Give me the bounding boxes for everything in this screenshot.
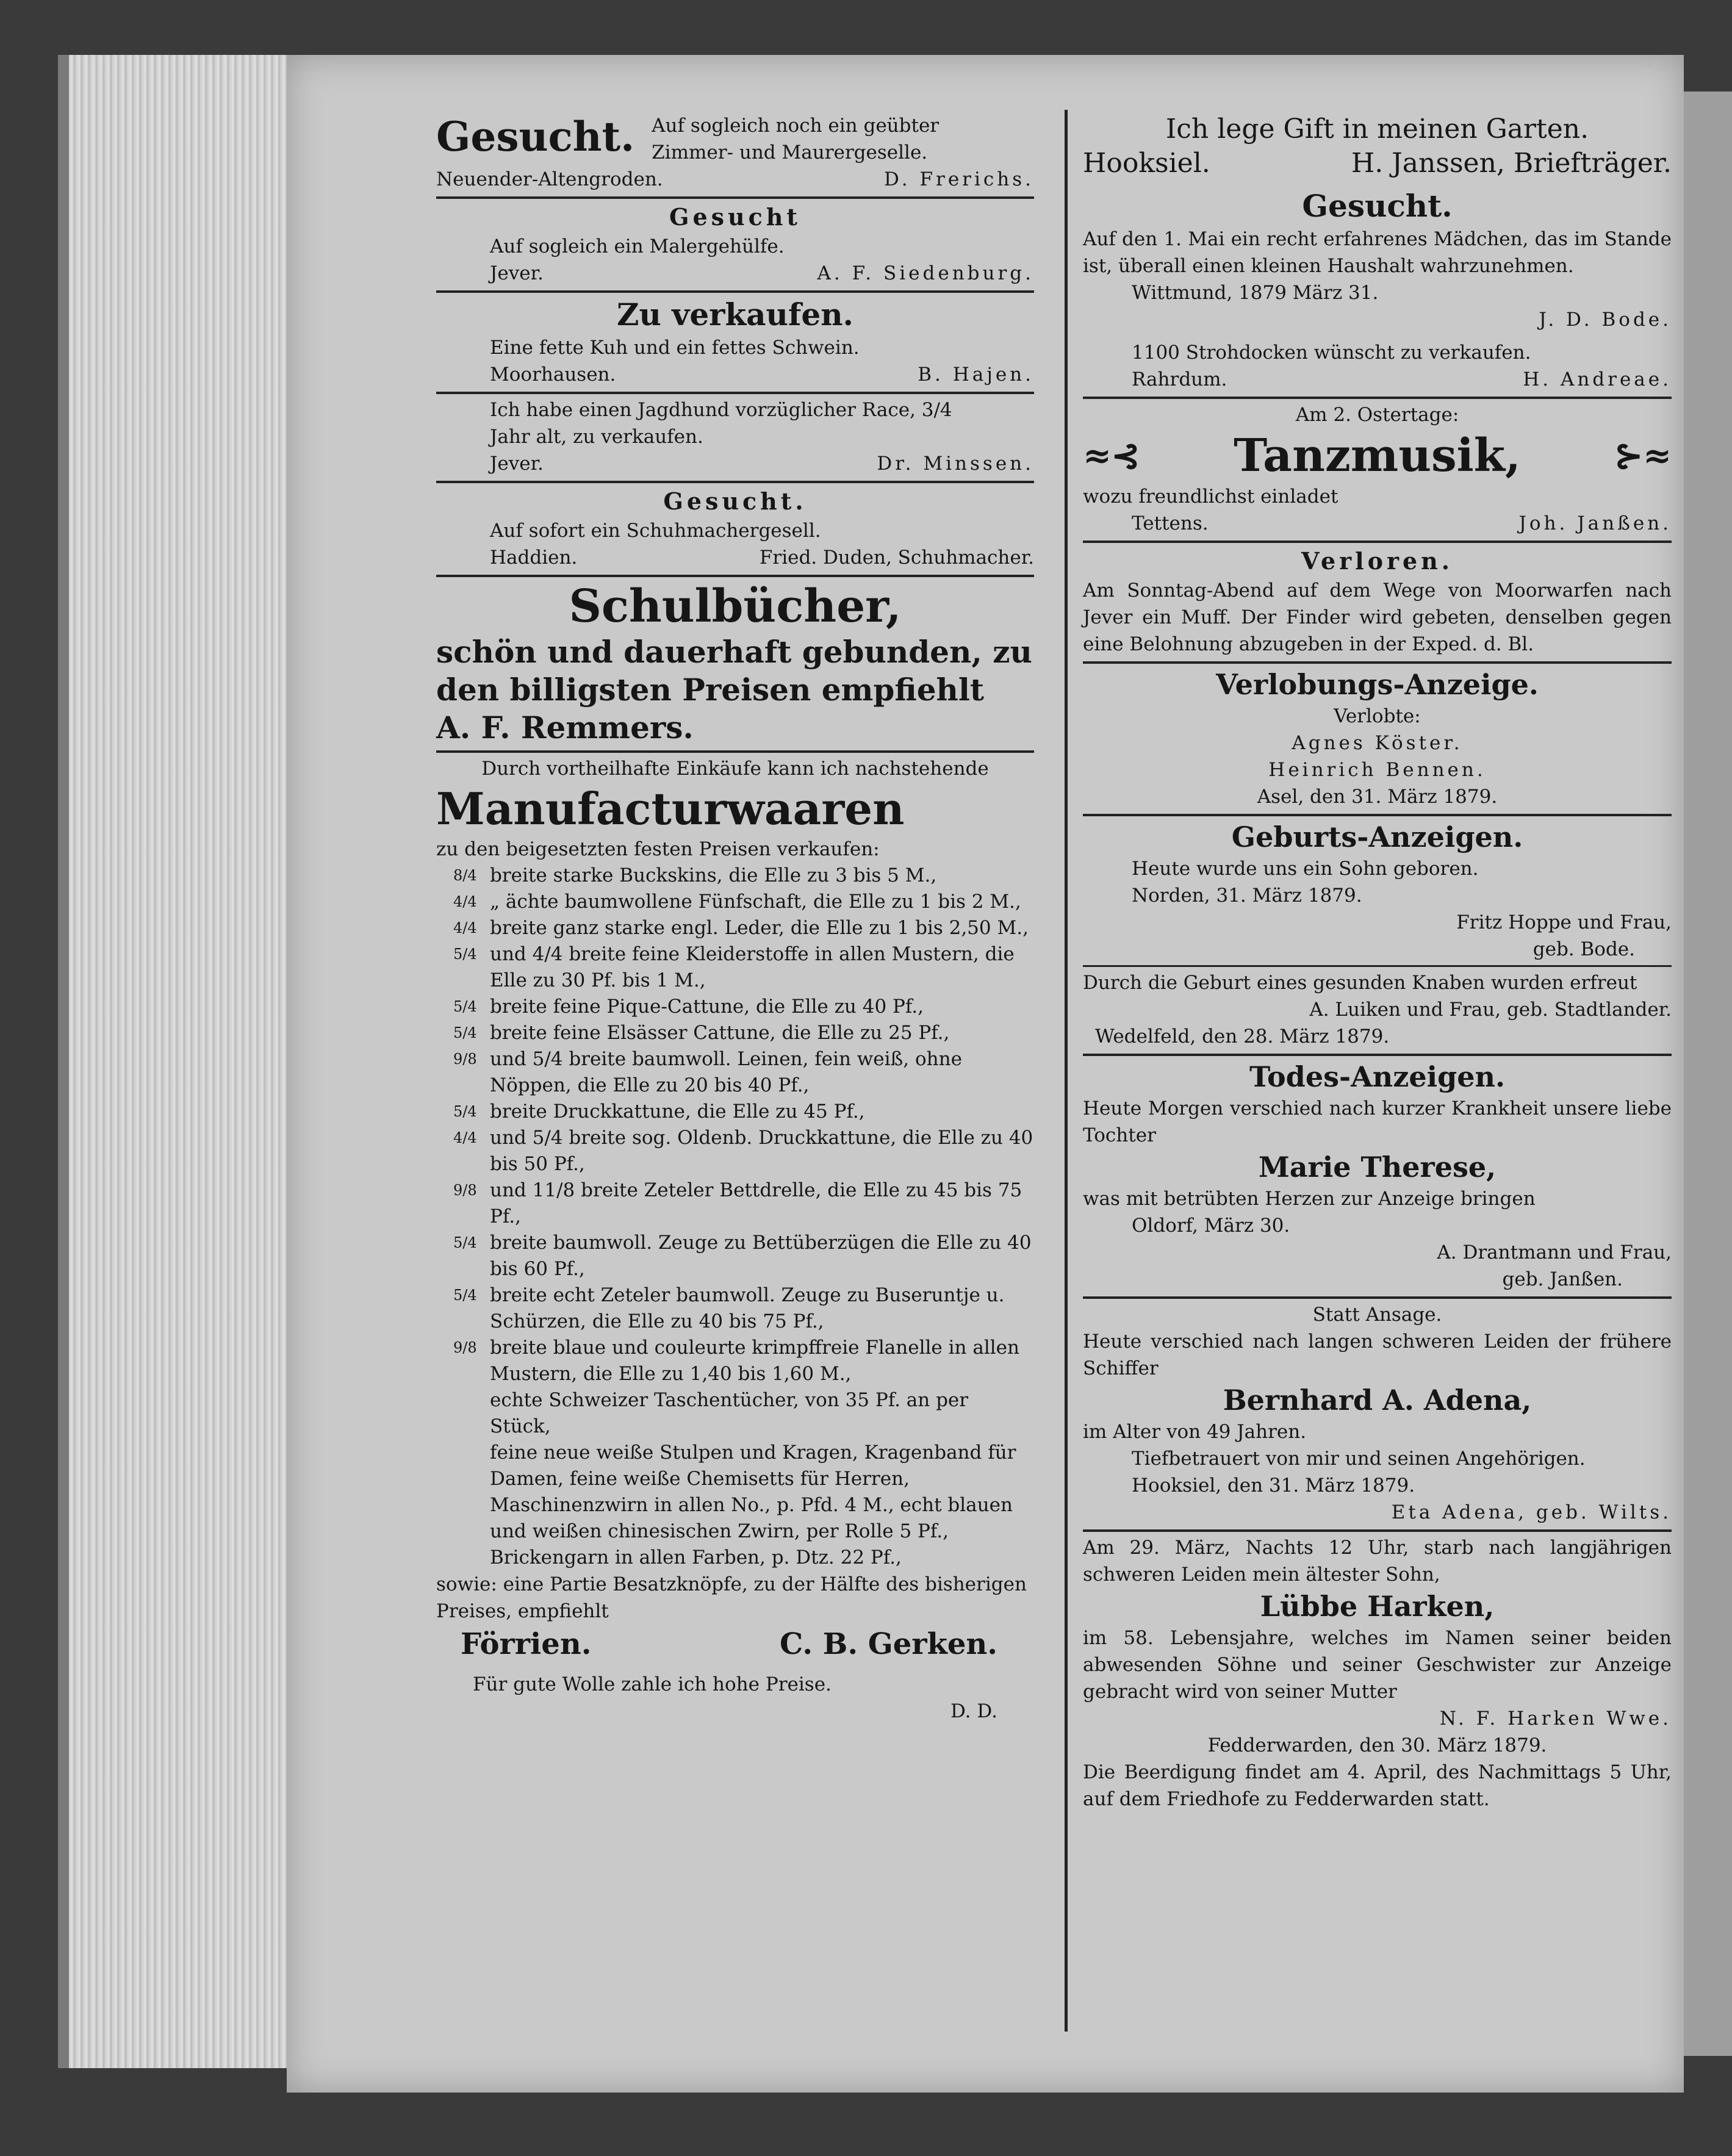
ad-text: wozu freundlichst einladet [1083,486,1339,508]
ad-title: Gesucht. [663,487,807,515]
item-width: 5/4 [453,1287,477,1304]
ad-luebbe-harken [1083,1532,1672,1816]
ad-date: Asel, den 31. März 1879. [1257,786,1498,808]
ad-place: Hooksiel. [1083,148,1210,179]
deceased-name: Marie Therese, [1258,1151,1497,1184]
price-list-item [436,1046,1034,1099]
ad-signature: B. Hajen. [918,364,1034,386]
price-list-item [436,889,1034,915]
price-list-item [436,1335,1034,1387]
ad-title: Tanzmusik, [1234,429,1521,482]
ad-signature: Joh. Janßen. [1518,512,1672,534]
ad-text: Auf sogleich ein Malergehülfe. [490,235,785,257]
ad-signature: A. F. Remmers. [436,710,694,746]
ad-name: Heinrich Bennen. [1268,759,1486,781]
deceased-name: Lübbe Harken, [1260,1590,1495,1623]
ad-text: Heute verschied nach langen schweren Leiden der frühere Schiffer [1083,1331,1672,1379]
ad-verloren [1083,543,1672,664]
ad-text: den billigsten Preisen empfiehlt [436,672,984,708]
ad-date: Hooksiel, den 31. März 1879. [1132,1475,1415,1497]
item-text: Maschinenzwirn in allen No., p. Pfd. 4 M., echt blauen und weißen chinesischen Zwirn, per Rolle 5 Pf., [490,1494,1013,1542]
ad-title: Gesucht. [436,113,635,160]
ad-manufacturwaaren [436,753,1034,1728]
ad-date: Wittmund, 1879 März 31. [1132,282,1379,304]
ad-signature: A. Luiken und Frau, geb. Stadtlander. [1309,999,1672,1021]
item-width: 9/8 [453,1051,477,1068]
ad-text: Heute wurde uns ein Sohn geboren. [1132,858,1479,880]
ad-gesucht-schuhmacher [436,483,1034,577]
ad-jagdhund [436,394,1034,483]
item-width [436,1492,490,1545]
price-list-item [436,1545,1034,1571]
ad-text: Jahr alt, zu verkaufen. [490,426,703,448]
price-list-item [436,1282,1034,1335]
ad-text: sowie: eine Partie Besatzknöpfe, zu der Hälfte des bisherigen Preises, empfiehlt [436,1573,1027,1622]
ad-title: Schulbücher, [569,580,902,633]
ornament-left-icon: ≈⊰ [1083,436,1140,476]
item-text: und 4/4 breite feine Kleiderstoffe in allen Mustern, die Elle zu 30 Pf. bis 1 M., [490,943,1015,991]
ad-place: Tettens. [1132,512,1209,534]
ad-signature: H. Janssen, Briefträger. [1351,148,1672,179]
ad-signature: A. F. Siedenburg. [817,262,1034,284]
ad-wolle-text: Für gute Wolle zahle ich hohe Preise. [473,1673,832,1695]
item-text: breite feine Pique-Cattune, die Elle zu 40 Pf., [490,996,924,1018]
ad-place: Förrien. [461,1627,592,1661]
ad-text: Durch die Geburt eines gesunden Knaben wurden erfreut [1083,972,1637,994]
ad-title: Verloren. [1301,547,1454,575]
price-list-item [436,994,1034,1020]
item-text: breite ganz starke engl. Leder, die Elle zu 1 bis 2,50 M., [490,917,1029,939]
price-list-item [436,1492,1034,1545]
facing-page-edge [1684,92,1732,2056]
ad-statt-ansage [1083,1299,1672,1532]
item-text: breite starke Buckskins, die Elle zu 3 bis 5 M., [490,864,937,886]
item-width: 9/8 [453,1339,477,1356]
item-width [436,1545,490,1571]
ad-title: Zu verkaufen. [617,296,853,332]
ad-title: Todes-Anzeigen. [1249,1060,1505,1093]
price-list-item [436,1387,1034,1440]
ad-place: Rahrdum. [1132,368,1227,390]
ad-text: was mit betrübten Herzen zur Anzeige bringen [1083,1188,1536,1210]
ad-schulbuecher [436,577,1034,753]
item-width: 5/4 [453,946,477,963]
price-list-item [436,863,1034,889]
item-text: feine neue weiße Stulpen und Kragen, Kragenband für Damen, feine weiße Chemisetts für Herren, [490,1442,1016,1490]
price-list-item [436,1125,1034,1177]
ad-text: 1100 Strohdocken wünscht zu verkaufen. [1132,342,1531,364]
item-text: Brickengarn in allen Farben, p. Dtz. 22 Pf., [490,1547,902,1568]
ad-title: Statt Ansage. [1312,1304,1442,1326]
ad-gift [1083,110,1672,184]
ad-gesucht-maler [436,199,1034,293]
ad-signature: H. Andreae. [1523,368,1672,390]
ad-geburt [1083,816,1672,1056]
right-column [1083,110,1672,1816]
ad-signature: N. F. Harken Wwe. [1439,1708,1672,1730]
column-divider [1065,110,1068,2032]
item-text: echte Schweizer Taschentücher, von 35 Pf. an per Stück, [490,1389,969,1437]
ad-signature: Eta Adena, geb. Wilts. [1391,1501,1672,1523]
ad-title: Ich lege Gift in meinen Garten. [1165,113,1589,145]
item-text: breite echt Zeteler baumwoll. Zeuge zu Buseruntje u. Schürzen, die Elle zu 40 bis 75 Pf., [490,1284,1005,1332]
price-list-item [436,941,1034,994]
ornament-right-icon: ⊱≈ [1614,436,1672,476]
ad-strohdocken [1083,337,1672,399]
price-list-item [436,1230,1034,1282]
deceased-name: Bernhard A. Adena, [1223,1384,1532,1417]
ad-signature: C. B. Gerken. [780,1627,997,1661]
ad-todes-marie [1083,1056,1672,1299]
ad-place: Haddien. [490,547,578,569]
ad-intro: Durch vortheilhafte Einkäufe kann ich nachstehende [481,758,989,780]
ad-signature: geb. Janßen. [1502,1268,1623,1290]
item-width: 8/4 [453,867,477,884]
price-list [436,863,1034,1571]
ad-text: Auf den 1. Mai ein recht erfahrenes Mädchen, das im Stande ist, überall einen kleinen Haushalt wahrzunehmen. [1083,228,1672,277]
item-text: breite baumwoll. Zeuge zu Bettüberzügen die Elle zu 40 bis 60 Pf., [490,1232,1032,1280]
item-text: breite blaue und couleurte krimpffreie Flanelle in allen Mustern, die Elle zu 1,40 bis 1,60 M., [490,1337,1019,1385]
ad-title: Geburts-Anzeigen. [1231,821,1523,853]
ad-text: Ich habe einen Jagdhund vorzüglicher Race, 3/4 [490,399,952,421]
ad-signature: A. Drantmann und Frau, [1437,1241,1672,1263]
item-text: und 5/4 breite sog. Oldenb. Druckkattune, die Elle zu 40 bis 50 Pf., [490,1127,1033,1175]
price-list-item [436,1099,1034,1125]
ad-place: Moorhausen. [490,364,616,386]
item-text: breite Druckkattune, die Elle zu 45 Pf., [490,1101,865,1123]
ad-signature: Fritz Hoppe und Frau, [1456,911,1672,933]
item-width: 5/4 [453,998,477,1015]
ad-text: Heute Morgen verschied nach kurzer Krankheit unsere liebe Tochter [1083,1098,1672,1146]
ad-title: Manufacturwaaren [436,783,905,835]
item-width: 5/4 [453,1024,477,1041]
ad-date: Oldorf, März 30. [1132,1215,1290,1237]
ad-wolle-signature: D. D. [950,1700,997,1722]
ad-title: Gesucht [669,203,801,231]
price-list-item [436,1020,1034,1046]
ad-date: Norden, 31. März 1879. [1132,885,1362,907]
ad-signature: geb. Bode. [1533,938,1635,960]
ad-text: im 58. Lebensjahre, welches im Namen seiner beiden abwesenden Söhne und seiner Geschwister zur Anzeige gebracht wird von seiner Mutter [1083,1627,1672,1703]
ad-date: Wedelfeld, den 28. März 1879. [1095,1026,1390,1047]
ad-name: Agnes Köster. [1292,732,1463,754]
ad-verlobung [1083,664,1672,816]
item-text: und 5/4 breite baumwoll. Leinen, fein weiß, ohne Nöppen, die Elle zu 20 bis 40 Pf., [490,1048,962,1096]
ad-signature: Dr. Minssen. [877,453,1034,475]
ad-subtitle: Verlobte: [1334,705,1421,727]
ad-text: im Alter von 49 Jahren. [1083,1421,1307,1443]
ad-text: schön und dauerhaft gebunden, zu [436,634,1032,670]
price-list-item [436,1177,1034,1230]
ad-signature: D. Frerichs. [884,168,1034,190]
left-column [436,110,1034,1728]
ad-gesucht-maurer [436,110,1034,199]
item-width [436,1440,490,1492]
ad-title: Gesucht. [1302,188,1453,224]
ad-zu-verkaufen [436,293,1034,394]
ad-date: Fedderwarden, den 30. März 1879. [1207,1734,1547,1756]
item-width: 9/8 [453,1182,477,1199]
item-width [436,1387,490,1440]
item-width: 4/4 [453,919,477,936]
item-text: und 11/8 breite Zeteler Bettdrelle, die Elle zu 45 bis 75 Pf., [490,1179,1022,1227]
item-width: 4/4 [453,1129,477,1146]
price-list-item [436,915,1034,941]
ad-gesucht-maedchen [1083,184,1672,337]
ad-text: Tiefbetrauert von mir und seinen Angehörigen. [1132,1448,1586,1470]
ad-place: Jever. [490,453,544,475]
ad-text: Die Beerdigung findet am 4. April, des Nachmittags 5 Uhr, auf dem Friedhofe zu Fedderwarden statt. [1083,1761,1672,1810]
ad-title: Verlobungs-Anzeige. [1216,668,1539,701]
item-width: 4/4 [453,893,477,910]
ad-subtitle: zu den beigesetzten festen Preisen verkaufen: [436,838,880,860]
ad-signature: Fried. Duden, Schuhmacher. [759,547,1034,569]
ad-text: Zimmer- und Maurergeselle. [652,142,928,163]
price-list-item [436,1440,1034,1492]
ad-text: Auf sogleich noch ein geübter [652,115,940,137]
ad-place: Jever. [490,262,544,284]
ad-text: Am Sonntag-Abend auf dem Wege von Moorwarfen nach Jever ein Muff. Der Finder wird gebeten, denselben gegen eine Belohnung abzugeben in der Exped. d. Bl. [1083,580,1672,655]
ad-text: Am 29. März, Nachts 12 Uhr, starb nach langjährigen schweren Leiden mein ältester Sohn, [1083,1537,1672,1586]
item-width: 5/4 [453,1103,477,1120]
item-text: breite feine Elsässer Cattune, die Elle zu 25 Pf., [490,1022,950,1044]
ad-text: Eine fette Kuh und ein fettes Schwein. [490,337,860,359]
ad-place: Neuender-Altengroden. [436,168,663,190]
item-width: 5/4 [453,1234,477,1251]
item-text: „ ächte baumwollene Fünfschaft, die Elle zu 1 bis 2 M., [490,891,1021,913]
ad-text: Auf sofort ein Schuhmachergesell. [490,520,821,542]
ad-signature: J. D. Bode. [1539,309,1672,331]
book-page-edges [58,55,325,2068]
ad-pretitle: Am 2. Ostertage: [1295,404,1459,426]
ad-tanzmusik [1083,399,1672,543]
